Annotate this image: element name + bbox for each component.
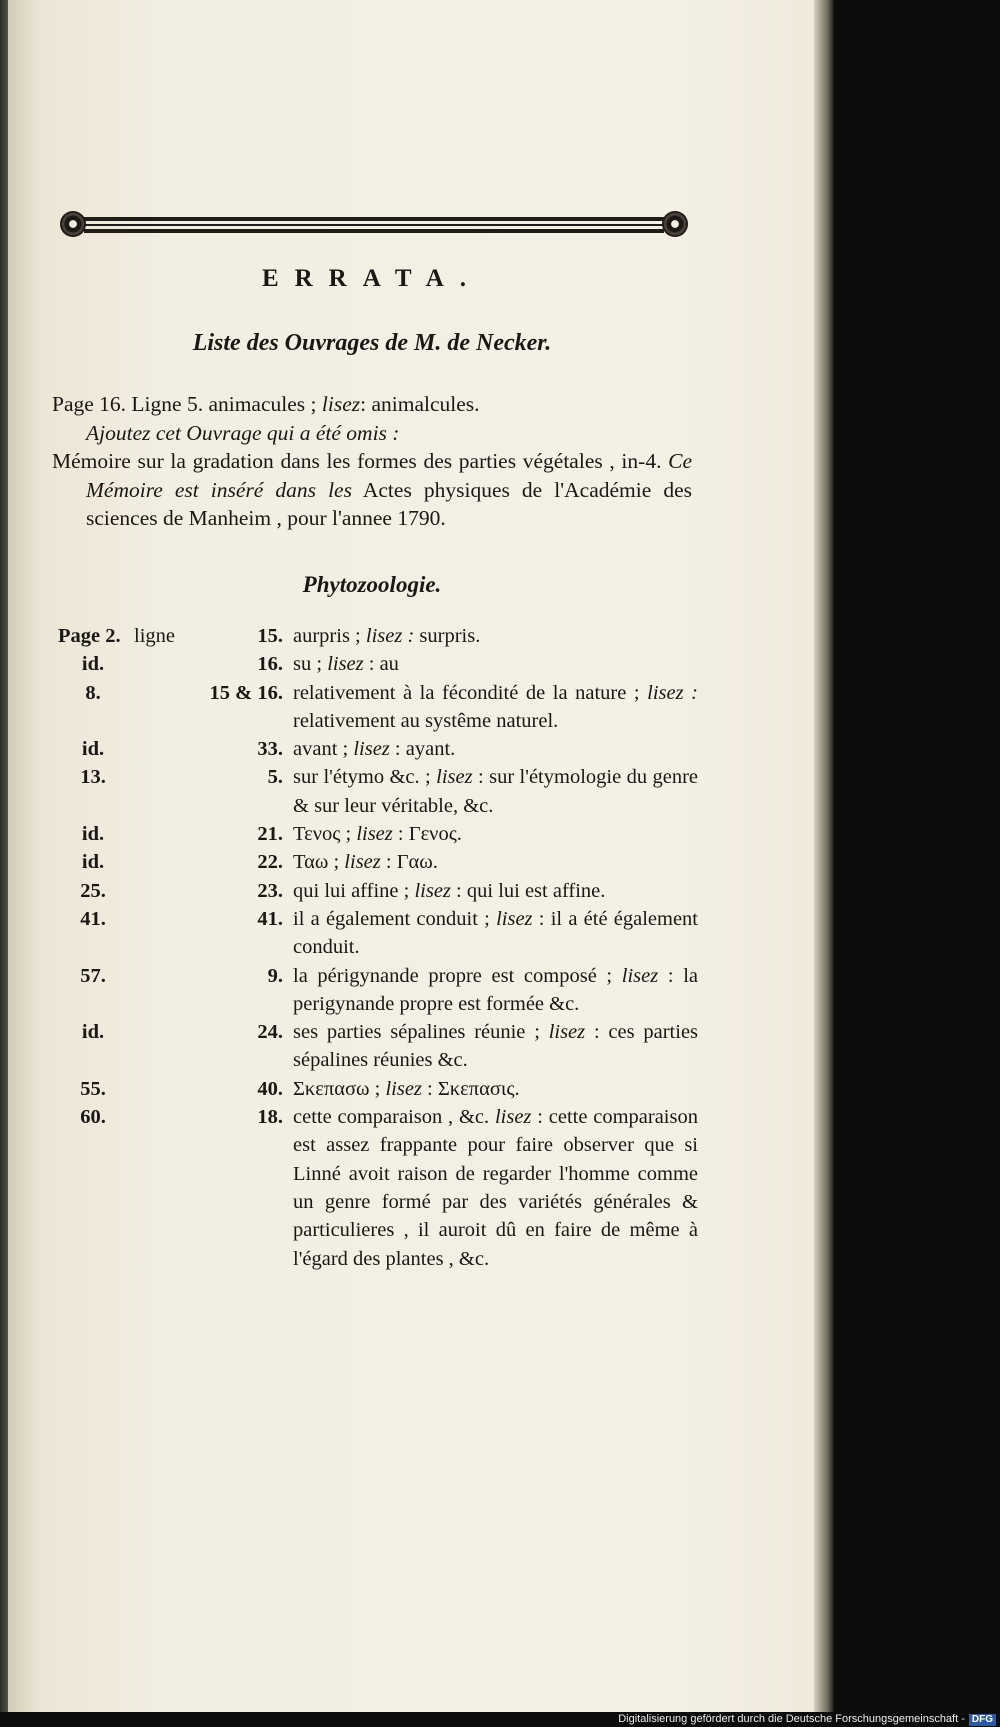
rosette-icon xyxy=(60,211,86,237)
errata-original: la périgynande propre est composé ; xyxy=(293,964,613,987)
errata-row xyxy=(58,1018,698,1075)
errata-page: id. xyxy=(81,851,105,874)
errata-page: 57. xyxy=(80,964,106,987)
rosette-icon xyxy=(662,211,688,237)
errata-original: su ; xyxy=(293,653,323,676)
errata-ligne-label xyxy=(128,650,203,678)
intro-text: : animalcules. xyxy=(360,392,480,416)
errata-page: 25. xyxy=(80,879,106,902)
errata-page: 8. xyxy=(85,681,101,704)
lisez-word: lisez xyxy=(344,851,381,874)
intro-line xyxy=(52,390,692,419)
errata-original: il a également conduit ; xyxy=(293,907,490,930)
errata-ligne-label xyxy=(128,820,203,848)
memoire-paragraph xyxy=(52,447,692,533)
errata-correction xyxy=(283,679,698,736)
memoire-text: Actes physiques de l'Académie des sciences de Manheim , pour l'annee 1790. xyxy=(86,477,692,530)
errata-ligne-label xyxy=(128,905,203,962)
ornament-rule xyxy=(60,207,688,241)
section-title: Phytozoologie. xyxy=(302,572,442,597)
errata-fixed: : la perigynande propre est formée &c. xyxy=(293,964,698,1015)
errata-row xyxy=(58,650,698,678)
errata-original: sur l'étymo &c. ; xyxy=(293,766,431,789)
errata-ligne-label xyxy=(128,848,203,876)
errata-row xyxy=(58,622,698,650)
errata-correction xyxy=(283,735,698,763)
errata-original: Ταω ; xyxy=(293,851,340,874)
errata-page: id. xyxy=(81,653,105,676)
lisez-word: lisez xyxy=(548,1021,586,1044)
errata-row xyxy=(58,962,698,1019)
memoire-text: Mémoire sur la gradation dans les formes des parties végétales , in-4. xyxy=(52,449,662,473)
page-title: ERRATA. xyxy=(261,265,483,292)
errata-list xyxy=(58,622,698,1273)
footer-text: Digitalisierung gefördert durch die Deutsche Forschungsgemeinschaft - xyxy=(618,1713,965,1725)
dfg-logo-icon: DFG xyxy=(969,1714,996,1726)
rule-line xyxy=(84,224,664,226)
lisez-word: lisez xyxy=(327,653,364,676)
footer-bar xyxy=(0,1712,996,1727)
errata-line-number: 16. xyxy=(257,653,283,676)
errata-original: relativement à la fécondité de la nature ; xyxy=(293,681,640,704)
errata-row xyxy=(58,905,698,962)
lisez-word: lisez : xyxy=(365,625,415,647)
errata-ligne-label xyxy=(128,735,203,763)
lisez-word: lisez xyxy=(321,392,361,416)
errata-correction xyxy=(283,848,698,876)
errata-correction xyxy=(283,1103,698,1273)
lisez-word: lisez xyxy=(356,823,393,846)
errata-original: Τενος ; xyxy=(293,823,352,846)
errata-fixed: : ces parties sépalines réunies &c. xyxy=(293,1021,699,1072)
errata-correction xyxy=(283,1018,698,1075)
errata-fixed: : Γαω. xyxy=(385,851,438,874)
errata-correction xyxy=(283,622,698,650)
errata-page: 60. xyxy=(80,1106,106,1129)
errata-fixed: surpris. xyxy=(419,625,481,647)
errata-fixed: : qui lui est affine. xyxy=(456,879,606,902)
errata-fixed: : au xyxy=(368,653,399,676)
errata-line-number: 18. xyxy=(257,1106,283,1129)
errata-row xyxy=(58,679,698,736)
lisez-word: lisez xyxy=(385,1077,422,1100)
errata-ligne-label: ligne xyxy=(134,625,175,647)
errata-fixed: : ayant. xyxy=(394,738,456,761)
errata-line-number: 21. xyxy=(257,823,283,846)
list-subtitle: Liste des Ouvrages de M. de Necker. xyxy=(192,330,552,356)
errata-line-number: 41. xyxy=(257,907,283,930)
errata-row xyxy=(58,1103,698,1273)
errata-row xyxy=(58,848,698,876)
lisez-word: lisez xyxy=(621,964,659,987)
errata-page: 41. xyxy=(80,907,106,930)
lisez-word: lisez xyxy=(494,1106,532,1129)
errata-correction xyxy=(283,962,698,1019)
errata-line-number: 15. xyxy=(257,625,283,647)
errata-correction xyxy=(283,1075,698,1103)
errata-row xyxy=(58,735,698,763)
errata-line-number: 9. xyxy=(267,964,283,987)
errata-ligne-label xyxy=(128,1075,203,1103)
lisez-word: lisez xyxy=(496,907,533,930)
errata-line-number: 33. xyxy=(257,738,283,761)
errata-line-number: 40. xyxy=(257,1077,283,1100)
errata-original: avant ; xyxy=(293,738,349,761)
intro-block xyxy=(52,390,692,533)
errata-line-number: 5. xyxy=(267,766,283,789)
lisez-word: lisez xyxy=(436,766,473,789)
errata-correction xyxy=(283,905,698,962)
errata-fixed: relativement au systême naturel. xyxy=(293,709,559,732)
errata-original: qui lui affine ; xyxy=(293,879,410,902)
errata-ligne-label xyxy=(128,1018,203,1075)
errata-fixed: : sur l'étymologie du genre & sur leur véritable, &c. xyxy=(293,766,698,817)
errata-original: ses parties sépalines réunie ; xyxy=(293,1021,540,1044)
errata-ligne-label xyxy=(128,763,203,820)
errata-fixed: : il a été également conduit. xyxy=(293,907,699,959)
errata-correction xyxy=(283,763,698,820)
errata-page: 13. xyxy=(80,766,106,789)
errata-row xyxy=(58,820,698,848)
errata-row xyxy=(58,1075,698,1103)
errata-correction xyxy=(283,820,698,848)
ajoutez-line: Ajoutez cet Ouvrage qui a été omis : xyxy=(86,420,400,445)
errata-page: id. xyxy=(81,1021,105,1044)
errata-line-number: 15 & 16. xyxy=(209,681,283,704)
errata-ligne-label xyxy=(128,1103,203,1273)
lisez-word: lisez xyxy=(353,738,390,761)
errata-ligne-label xyxy=(128,962,203,1019)
rule-line xyxy=(84,229,664,233)
errata-row xyxy=(58,877,698,905)
errata-line-number: 24. xyxy=(257,1021,283,1044)
errata-line-number: 22. xyxy=(257,851,283,874)
errata-line-number: 23. xyxy=(257,879,283,902)
book-page xyxy=(8,0,818,1712)
errata-fixed: : cette comparaison est assez frappante pour faire observer que si Linné avoit raison de regarder l'homme comme un genre formé par des variétés générales & particulieres , il auroit dû en faire de même à l'égard des plantes , &c. xyxy=(293,1106,698,1270)
rule-line xyxy=(84,217,664,221)
errata-original: aurpris ; xyxy=(293,625,361,647)
errata-correction xyxy=(283,650,698,678)
errata-row xyxy=(58,763,698,820)
page-edge xyxy=(814,0,834,1712)
errata-original: cette comparaison , &c. xyxy=(293,1106,490,1129)
memoire-italic: Ce Mémoire est inséré dans les xyxy=(86,449,693,502)
errata-original: Σκεπασω ; xyxy=(293,1077,381,1100)
intro-text: Page 16. Ligne 5. animacules ; xyxy=(52,392,317,416)
errata-page: id. xyxy=(81,823,105,846)
errata-correction xyxy=(283,877,698,905)
errata-page: Page 2. xyxy=(58,625,121,647)
errata-ligne-label xyxy=(128,679,203,736)
lisez-word: lisez : xyxy=(647,681,698,704)
errata-page: id. xyxy=(81,738,105,761)
errata-page: 55. xyxy=(80,1077,106,1100)
lisez-word: lisez xyxy=(414,879,451,902)
errata-fixed: : Σκεπασις. xyxy=(427,1077,520,1100)
errata-fixed: : Γενος. xyxy=(397,823,462,846)
errata-ligne-label xyxy=(128,877,203,905)
